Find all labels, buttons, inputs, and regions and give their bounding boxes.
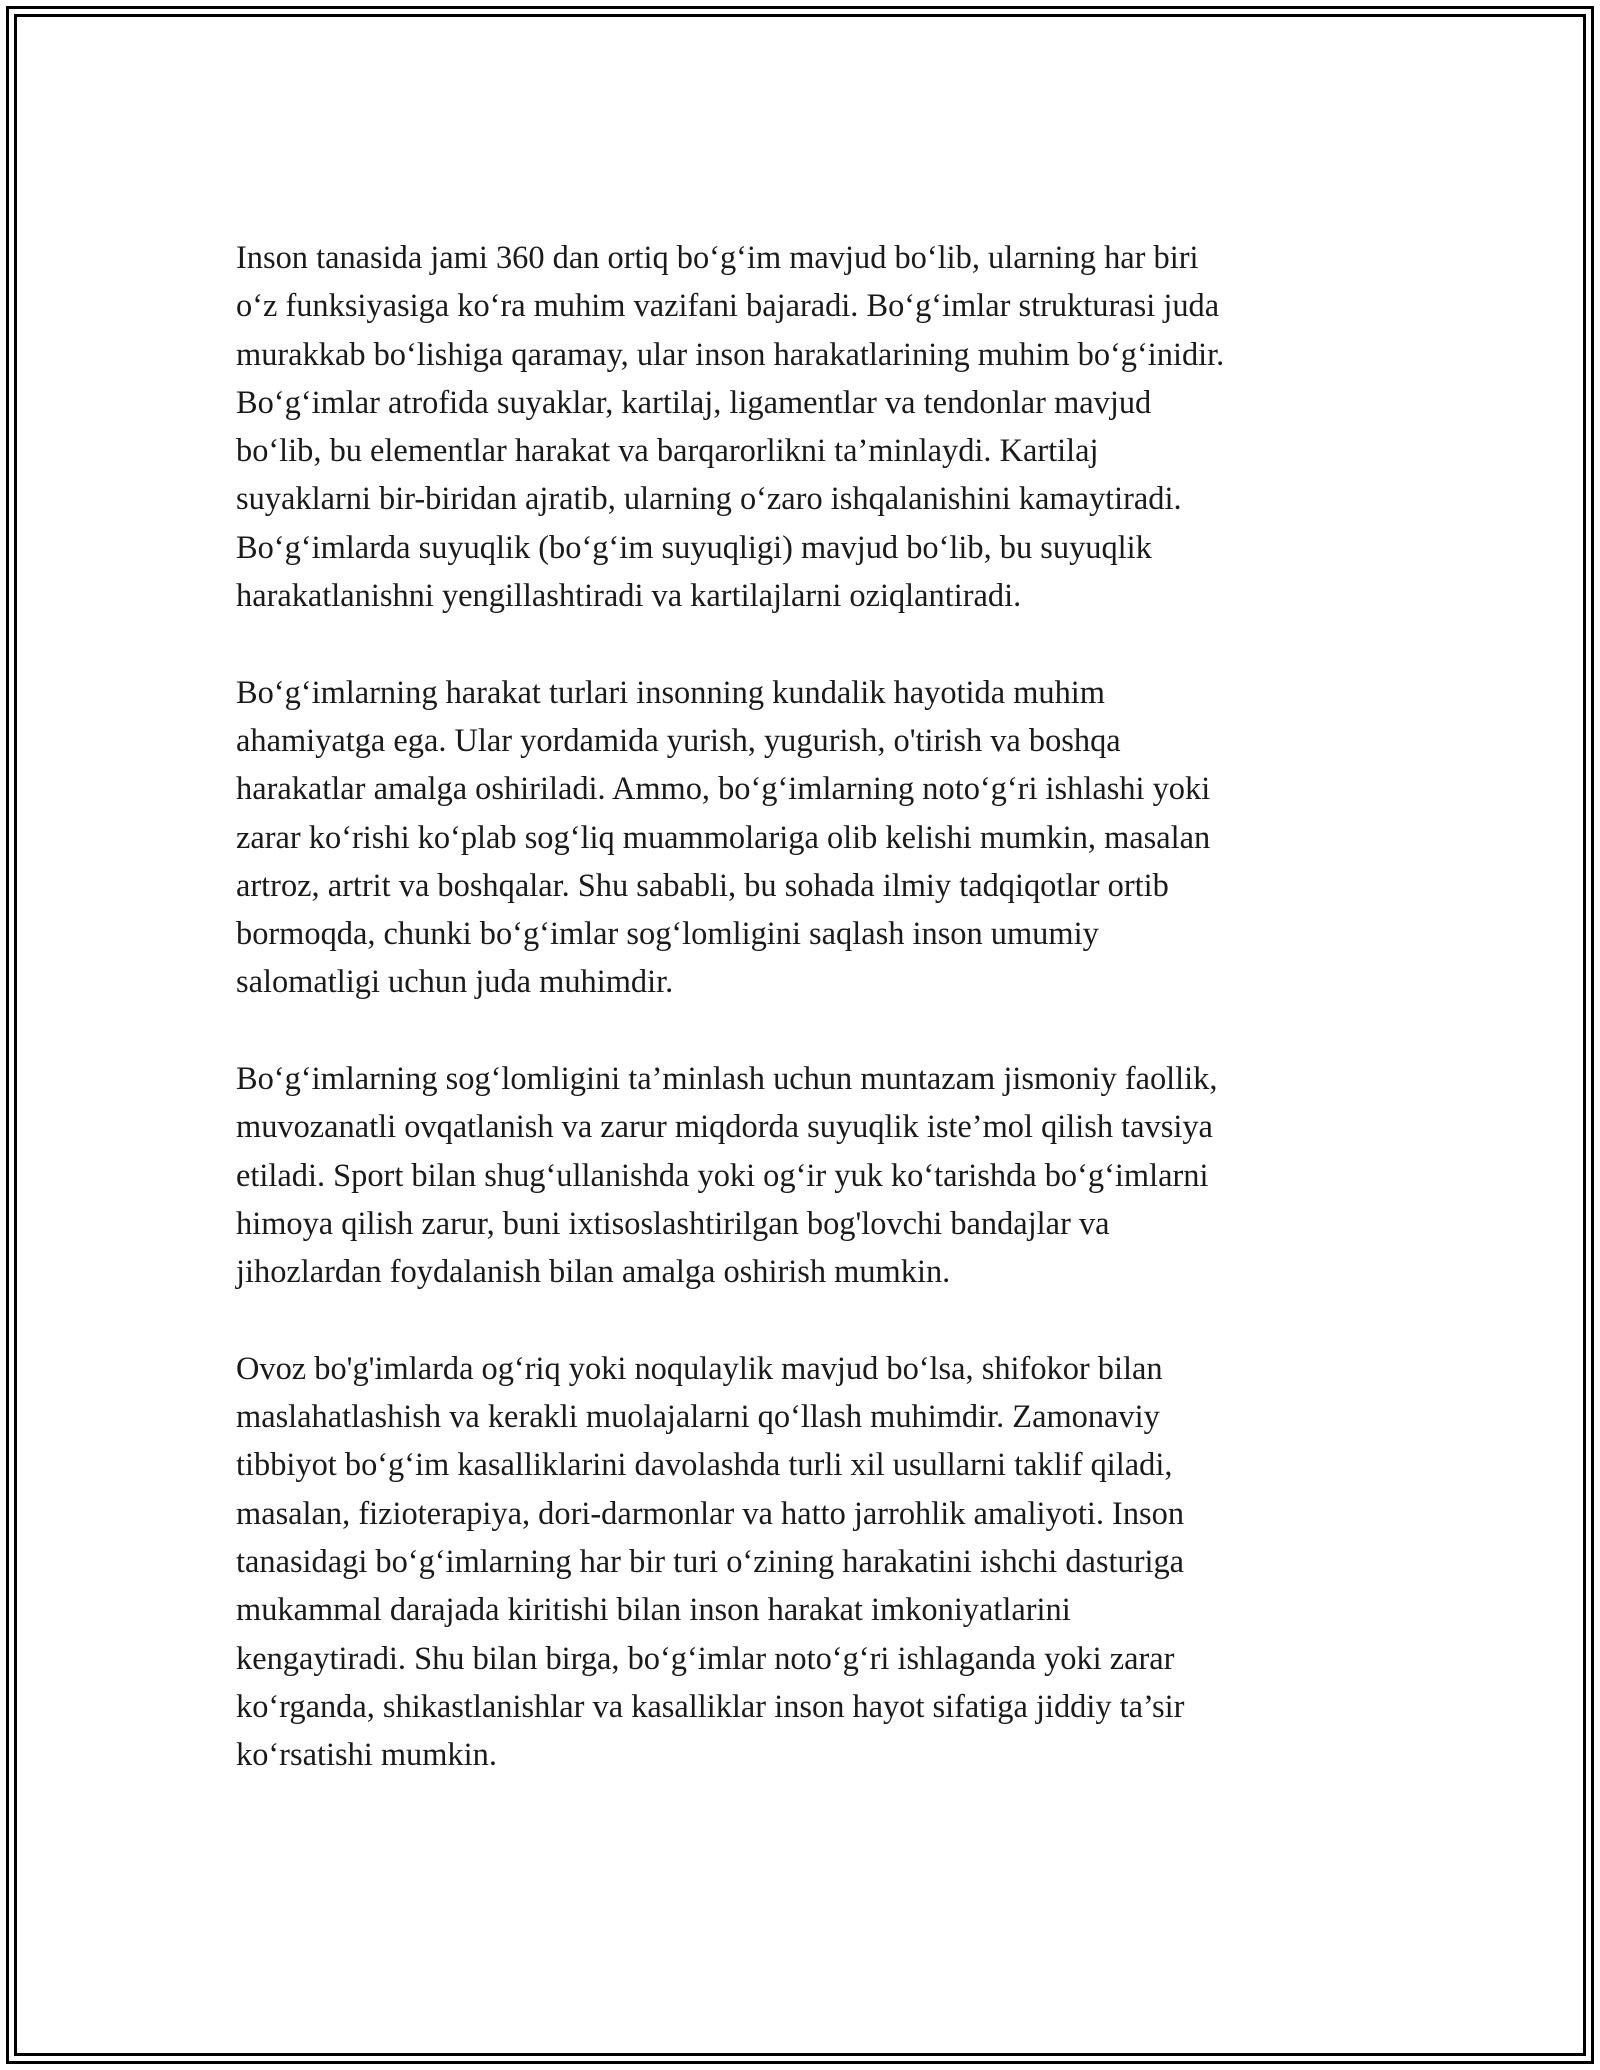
text-line: Inson tanasida jami 360 dan ortiq bo‘g‘im mavjud bo‘lib, ularning har biri: [236, 240, 1199, 276]
text-line: Bo‘g‘imlarda suyuqlik (bo‘g‘im suyuqligi) mavjud bo‘lib, bu suyuqlik: [236, 529, 1152, 566]
text-line: jihozlardan foydalanish bilan amalga oshirish mumkin.: [236, 1254, 951, 1291]
text-line: kengaytiradi. Shu bilan birga, bo‘g‘imlar noto‘g‘ri ishlaganda yoki zarar: [236, 1640, 1175, 1677]
paragraph-2: [236, 669, 1366, 1007]
text-line: mukammal darajada kiritishi bilan inson harakat imkoniyatlarini: [236, 1592, 1071, 1629]
text-line: Ovoz bo'g'imlarda og‘riq yoki noqulaylik mavjud bo‘lsa, shifokor bilan: [236, 1350, 1163, 1387]
text-line: suyaklarni bir-biridan ajratib, ularning o‘zaro ishqalanishini kamaytiradi.: [236, 481, 1182, 518]
text-line: harakatlanishni yengillashtiradi va kartilajlarni oziqlantiradi.: [236, 578, 1022, 615]
text-line: Bo‘g‘imlarning sog‘lomligini ta’minlash uchun muntazam jismoniy faollik,: [236, 1061, 1218, 1098]
paragraph-4: [236, 1345, 1366, 1780]
text-line: tanasidagi bo‘g‘imlarning har bir turi o‘zining harakatini ishchi dasturiga: [236, 1544, 1185, 1581]
text-line: artroz, artrit va boshqalar. Shu sababli, bu sohada ilmiy tadqiqotlar ortib: [236, 867, 1169, 904]
text-line: harakatlar amalga oshiriladi. Ammo, bo‘g‘imlarning noto‘g‘ri ishlashi yoki: [236, 771, 1211, 808]
text-line: bormoqda, chunki bo‘g‘imlar sog‘lomligini saqlash inson umumiy: [236, 916, 1099, 953]
text-line: Bo‘g‘imlarning harakat turlari insonning kundalik hayotida muhim: [236, 674, 1105, 711]
text-line: etiladi. Sport bilan shug‘ullanishda yoki og‘ir yuk ko‘tarishda bo‘g‘imlarni: [236, 1157, 1209, 1194]
paragraph-1: [236, 234, 1366, 620]
text-line: muvozanatli ovqatlanish va zarur miqdorda suyuqlik iste’mol qilish tavsiya: [236, 1109, 1213, 1146]
text-line: ko‘rganda, shikastlanishlar va kasalliklar inson hayot sifatiga jiddiy ta’sir: [236, 1688, 1185, 1725]
text-line: ahamiyatga ega. Ular yordamida yurish, yugurish, o'tirish va boshqa: [236, 722, 1121, 759]
document-body: [236, 234, 1366, 1828]
text-line: bo‘lib, bu elementlar harakat va barqarorlikni ta’minlaydi. Kartilaj: [236, 433, 1099, 470]
paragraph-3: [236, 1055, 1366, 1296]
text-line: salomatligi uchun juda muhimdir.: [236, 964, 674, 1001]
text-line: maslahatlashish va kerakli muolajalarni qo‘llash muhimdir. Zamonaviy: [236, 1399, 1160, 1436]
text-line: Bo‘g‘imlar atrofida suyaklar, kartilaj, ligamentlar va tendonlar mavjud: [236, 384, 1152, 421]
text-line: murakkab bo‘lishiga qaramay, ular inson harakatlarining muhim bo‘g‘inidir.: [236, 336, 1225, 373]
text-line: o‘z funksiyasiga ko‘ra muhim vazifani bajaradi. Bo‘g‘imlar strukturasi juda: [236, 288, 1220, 325]
text-line: ko‘rsatishi mumkin.: [236, 1737, 497, 1774]
text-line: masalan, fizioterapiya, dori-darmonlar va hatto jarrohlik amaliyoti. Inson: [236, 1495, 1185, 1532]
text-line: zarar ko‘rishi ko‘plab sog‘liq muammolariga olib kelishi mumkin, masalan: [236, 819, 1211, 856]
text-line: tibbiyot bo‘g‘im kasalliklarini davolashda turli xil usullarni taklif qiladi,: [236, 1447, 1173, 1484]
text-line: himoya qilish zarur, buni ixtisoslashtirilgan bog'lovchi bandajlar va: [236, 1205, 1110, 1242]
